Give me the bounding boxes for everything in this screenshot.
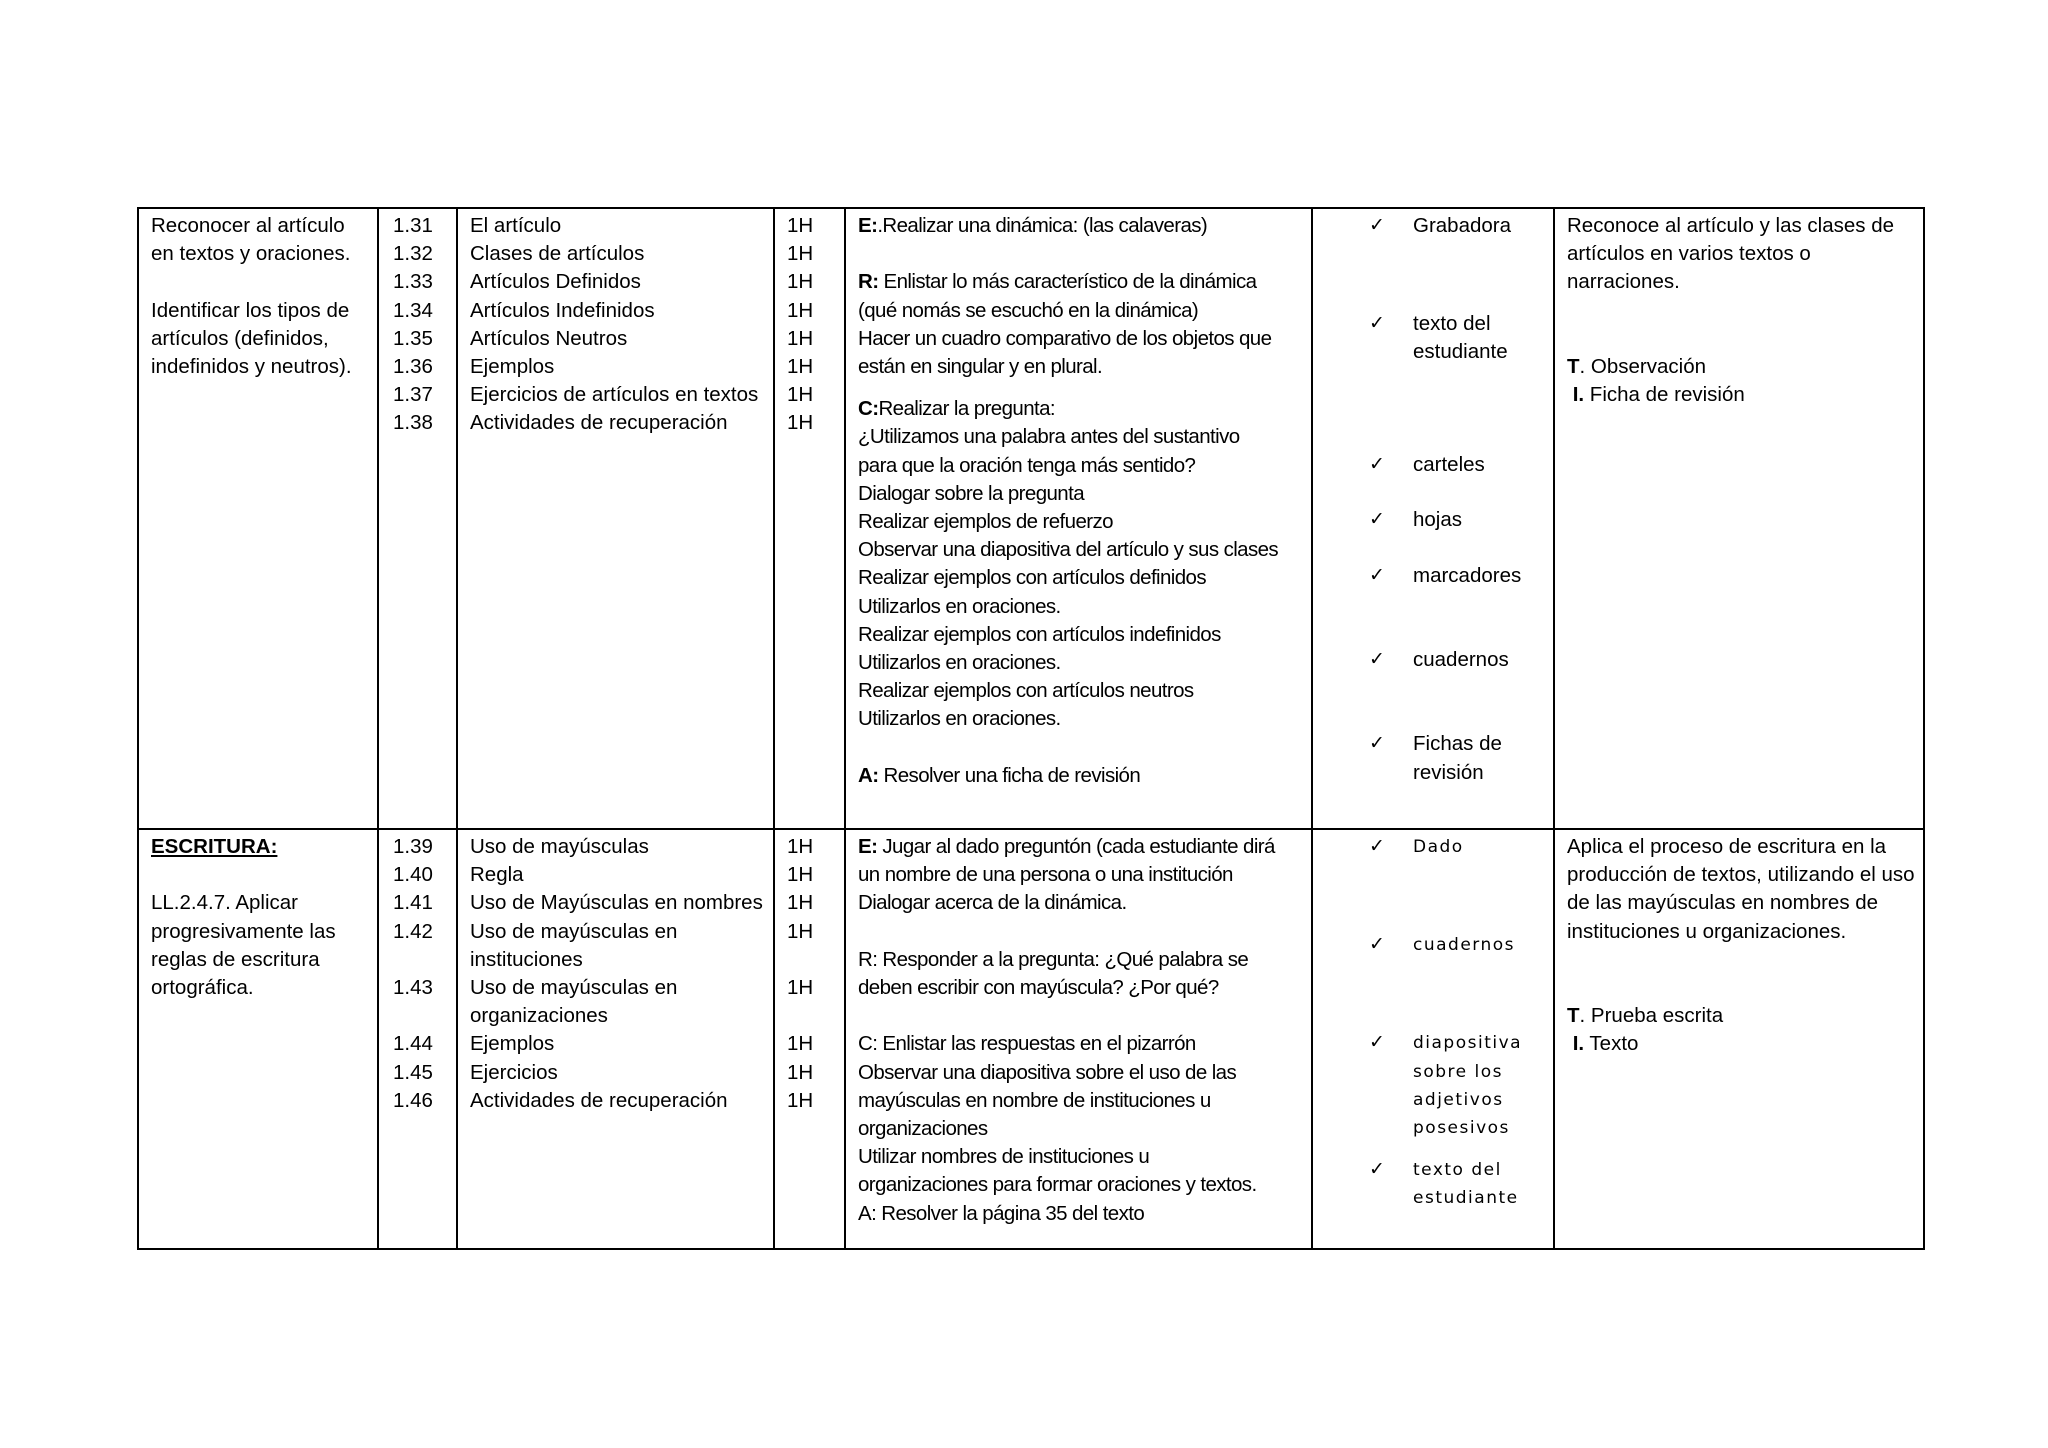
checkmark-icon: ✓: [1369, 1031, 1385, 1054]
hour-value: 1H: [787, 242, 814, 266]
activity-text: Jugar al dado preguntón (cada estudiante dirá: [877, 835, 1275, 858]
activity-line: [858, 212, 1299, 240]
item-number: 1.34: [393, 298, 433, 322]
content-line: Artículos Indefinidos: [470, 298, 655, 322]
hour-value: 1H: [787, 355, 814, 379]
objective-line: ortográfica.: [151, 976, 254, 999]
evaluation-line: producción de textos, utilizando el uso: [1567, 863, 1915, 887]
evaluation-cell: [1554, 208, 1924, 829]
content-line: Uso de mayúsculas en: [470, 976, 678, 1000]
activity-prefix: A:: [858, 763, 879, 787]
activity-line: un nombre de una persona o una institución: [858, 863, 1233, 887]
item-number: 1.35: [393, 326, 433, 350]
activity-line: ¿Utilizamos una palabra antes del sustantivo: [858, 425, 1240, 449]
item-number: 1.42: [393, 919, 433, 943]
content-line: Ejemplos: [470, 1032, 555, 1056]
activity-line: para que la oración tenga más sentido?: [858, 453, 1196, 477]
activity-text: Resolver una ficha de revisión: [878, 763, 1141, 787]
activity-prefix: E:: [858, 835, 878, 858]
activity-text: Enlistar lo más característico de la dinámica: [878, 270, 1257, 294]
content-line: Ejemplos: [470, 355, 555, 379]
resource-label-line: sobre los: [1413, 1061, 1504, 1082]
resource-label-line: posesivos: [1413, 1118, 1510, 1139]
contents-cell: [457, 829, 774, 1249]
content-line: Actividades de recuperación: [470, 1088, 728, 1112]
item-number: [393, 1002, 444, 1030]
instrument-text: Texto: [1584, 1032, 1639, 1056]
objective-line: progresivamente las: [151, 919, 336, 943]
activity-line: Dialogar sobre la pregunta: [858, 481, 1084, 505]
resource-label: [1413, 1029, 1522, 1142]
activity-line: Utilizarlos en oraciones.: [858, 707, 1061, 731]
checkmark-icon: ✓: [1369, 452, 1385, 475]
activity-line: Utilizar nombres de instituciones u: [858, 1145, 1150, 1169]
hour-value: 1H: [787, 411, 814, 435]
resource-label: cuadernos: [1413, 648, 1509, 672]
objective-line: reglas de escritura: [151, 947, 320, 971]
hour-value: 1H: [787, 1032, 814, 1056]
objective-line: en textos y oraciones.: [151, 242, 351, 266]
activity-line: [858, 268, 1299, 296]
objective-line: Identificar los tipos de: [151, 298, 350, 322]
activity-line: mayúsculas en nombre de instituciones u: [858, 1088, 1211, 1112]
checkmark-icon: ✓: [1369, 312, 1385, 335]
hour-value: [787, 946, 832, 974]
objective-line: artículos (definidos,: [151, 326, 329, 350]
technique-line: [1567, 1002, 1911, 1030]
resource-item: [1325, 730, 1541, 786]
evaluation-line: narraciones.: [1567, 270, 1680, 294]
table-row: [138, 829, 1924, 1249]
hours-cell: [774, 208, 845, 829]
content-line: Uso de mayúsculas: [470, 835, 649, 858]
activity-line: A: Resolver la página 35 del texto: [858, 1201, 1145, 1225]
hour-value: 1H: [787, 835, 814, 858]
content-line: El artículo: [470, 214, 562, 237]
objectives-cell: [138, 208, 378, 829]
hour-value: [787, 1002, 832, 1030]
resource-label-line: texto del: [1413, 1160, 1502, 1181]
content-line: Uso de Mayúsculas en nombres: [470, 891, 763, 915]
resource-item: [1325, 310, 1541, 366]
content-line: organizaciones: [470, 1004, 608, 1028]
item-number: [393, 946, 444, 974]
resource-item: [1325, 833, 1541, 861]
resource-label: Grabadora: [1413, 214, 1512, 237]
resource-item: [1325, 1029, 1541, 1142]
hour-value: 1H: [787, 326, 814, 350]
planning-table: [137, 207, 1925, 1250]
checkmark-icon: ✓: [1369, 507, 1385, 530]
technique-line: [1567, 353, 1911, 381]
content-line: instituciones: [470, 947, 583, 971]
activity-text: .Realizar una dinámica: (las calaveras): [877, 214, 1208, 237]
resources-cell: [1312, 208, 1554, 829]
activity-line: están en singular y en plural.: [858, 355, 1103, 378]
item-number: 1.33: [393, 270, 433, 294]
table-row: [138, 208, 1924, 829]
resource-label: Dado: [1413, 837, 1464, 857]
resource-label-line: Fichas de: [1413, 732, 1502, 756]
checkmark-icon: ✓: [1369, 564, 1385, 587]
checkmark-icon: ✓: [1369, 933, 1385, 956]
resource-item: [1325, 646, 1541, 674]
activity-line: organizaciones para formar oraciones y textos.: [858, 1173, 1257, 1197]
item-number: 1.46: [393, 1088, 433, 1112]
hour-value: 1H: [787, 891, 814, 915]
resource-label: carteles: [1413, 452, 1485, 476]
numbers-cell: [378, 208, 457, 829]
activity-line: [858, 762, 1299, 790]
resource-label-line: adjetivos: [1413, 1089, 1504, 1110]
activity-line: Utilizarlos en oraciones.: [858, 594, 1061, 618]
item-number: 1.41: [393, 891, 433, 915]
activity-line: [858, 833, 1299, 861]
resource-item: [1325, 931, 1541, 959]
resource-label-line: diapositiva: [1413, 1033, 1523, 1054]
activity-line: Observar una diapositiva del artículo y sus clases: [858, 538, 1279, 562]
activity-line: organizaciones: [858, 1117, 988, 1140]
resource-item: [1325, 562, 1541, 590]
technique-text: . Prueba escrita: [1579, 1004, 1724, 1028]
hour-value: 1H: [787, 298, 814, 322]
activity-line: Realizar ejemplos de refuerzo: [858, 510, 1113, 534]
checkmark-icon: ✓: [1369, 1158, 1385, 1181]
item-number: 1.39: [393, 835, 433, 858]
evaluation-line: de las mayúsculas en nombres de: [1567, 891, 1879, 915]
resource-item: [1325, 506, 1541, 534]
instrument-line: [1567, 1030, 1911, 1058]
contents-cell: [457, 208, 774, 829]
evaluation-line: Aplica el proceso de escritura en la: [1567, 835, 1887, 858]
content-line: Ejercicios de artículos en textos: [470, 383, 759, 407]
numbers-cell: [378, 829, 457, 1249]
content-line: Actividades de recuperación: [470, 411, 728, 435]
item-number: 1.45: [393, 1060, 433, 1084]
activities-cell: [845, 829, 1312, 1249]
hour-value: 1H: [787, 214, 814, 237]
activity-prefix: C:: [858, 397, 879, 421]
evaluation-line: instituciones u organizaciones.: [1567, 919, 1847, 943]
item-number: 1.43: [393, 976, 433, 999]
item-number: 1.31: [393, 214, 433, 237]
evaluation-line: artículos en varios textos o: [1567, 242, 1811, 266]
resource-label: marcadores: [1413, 564, 1522, 588]
activity-line: C: Enlistar las respuestas en el pizarrón: [858, 1032, 1196, 1056]
resource-label: cuadernos: [1413, 935, 1516, 956]
checkmark-icon: ✓: [1369, 732, 1385, 755]
resource-item: [1325, 212, 1541, 240]
content-line: Clases de artículos: [470, 242, 645, 266]
hour-value: 1H: [787, 976, 814, 999]
hour-value: 1H: [787, 270, 814, 294]
objective-line: LL.2.4.7. Aplicar: [151, 891, 299, 915]
activity-line: Hacer un cuadro comparativo de los objetos que: [858, 326, 1272, 350]
objective-line: Reconocer al artículo: [151, 214, 345, 237]
content-line: Regla: [470, 863, 524, 887]
activity-line: R: Responder a la pregunta: ¿Qué palabra se: [858, 947, 1249, 971]
resource-label-line: estudiante: [1413, 1188, 1519, 1209]
activity-line: Realizar ejemplos con artículos neutros: [858, 679, 1194, 703]
item-number: 1.32: [393, 242, 433, 266]
hours-cell: [774, 829, 845, 1249]
item-number: 1.44: [393, 1032, 433, 1056]
resource-item: [1325, 1156, 1541, 1212]
activity-line: (qué nomás se escuchó en la dinámica): [858, 298, 1199, 322]
evaluation-line: Reconoce al artículo y las clases de: [1567, 214, 1895, 237]
item-number: 1.38: [393, 411, 433, 435]
checkmark-icon: ✓: [1369, 648, 1385, 671]
checkmark-icon: ✓: [1369, 214, 1385, 236]
resource-label: [1413, 310, 1508, 366]
resource-label-line: texto del: [1413, 312, 1491, 336]
item-number: 1.40: [393, 863, 433, 887]
activity-line: deben escribir con mayúscula? ¿Por qué?: [858, 976, 1219, 999]
resource-item: [1325, 451, 1541, 479]
content-line: Artículos Neutros: [470, 326, 628, 350]
hour-value: 1H: [787, 1088, 814, 1112]
activity-text: Realizar la pregunta:: [878, 397, 1056, 421]
objectives-cell: [138, 829, 378, 1249]
activity-prefix: E:: [858, 214, 878, 237]
resource-label: [1413, 730, 1502, 786]
activity-line: [858, 395, 1299, 423]
resource-label: [1413, 1156, 1519, 1212]
activity-line: Realizar ejemplos con artículos indefinidos: [858, 622, 1221, 646]
technique-prefix: T: [1567, 354, 1580, 378]
instrument-prefix: I.: [1572, 383, 1585, 407]
hour-value: 1H: [787, 1060, 814, 1084]
content-line: Ejercicios: [470, 1060, 558, 1084]
resource-label: hojas: [1413, 507, 1463, 531]
instrument-prefix: I.: [1572, 1032, 1585, 1056]
activity-line: Realizar ejemplos con artículos definidos: [858, 566, 1207, 590]
evaluation-cell: [1554, 829, 1924, 1249]
item-number: 1.36: [393, 355, 433, 379]
instrument-line: [1567, 381, 1911, 409]
hour-value: 1H: [787, 863, 814, 887]
checkmark-icon: ✓: [1369, 835, 1385, 857]
activity-line: Utilizarlos en oraciones.: [858, 651, 1061, 675]
objective-line: indefinidos y neutros).: [151, 355, 352, 378]
activity-line: Dialogar acerca de la dinámica.: [858, 891, 1127, 915]
activities-cell: [845, 208, 1312, 829]
technique-prefix: T: [1567, 1004, 1580, 1028]
instrument-text: Ficha de revisión: [1584, 383, 1745, 407]
resource-label-line: revisión: [1413, 760, 1484, 784]
resource-label-line: estudiante: [1413, 340, 1508, 364]
content-line: Uso de mayúsculas en: [470, 919, 678, 943]
item-number: 1.37: [393, 383, 433, 407]
resources-cell: [1312, 829, 1554, 1249]
technique-text: . Observación: [1579, 354, 1707, 378]
section-heading: ESCRITURA:: [151, 835, 278, 858]
activity-line: Observar una diapositiva sobre el uso de las: [858, 1060, 1237, 1084]
hour-value: 1H: [787, 383, 814, 407]
content-line: Artículos Definidos: [470, 270, 641, 294]
activity-prefix: R:: [858, 270, 879, 294]
hour-value: 1H: [787, 919, 814, 943]
